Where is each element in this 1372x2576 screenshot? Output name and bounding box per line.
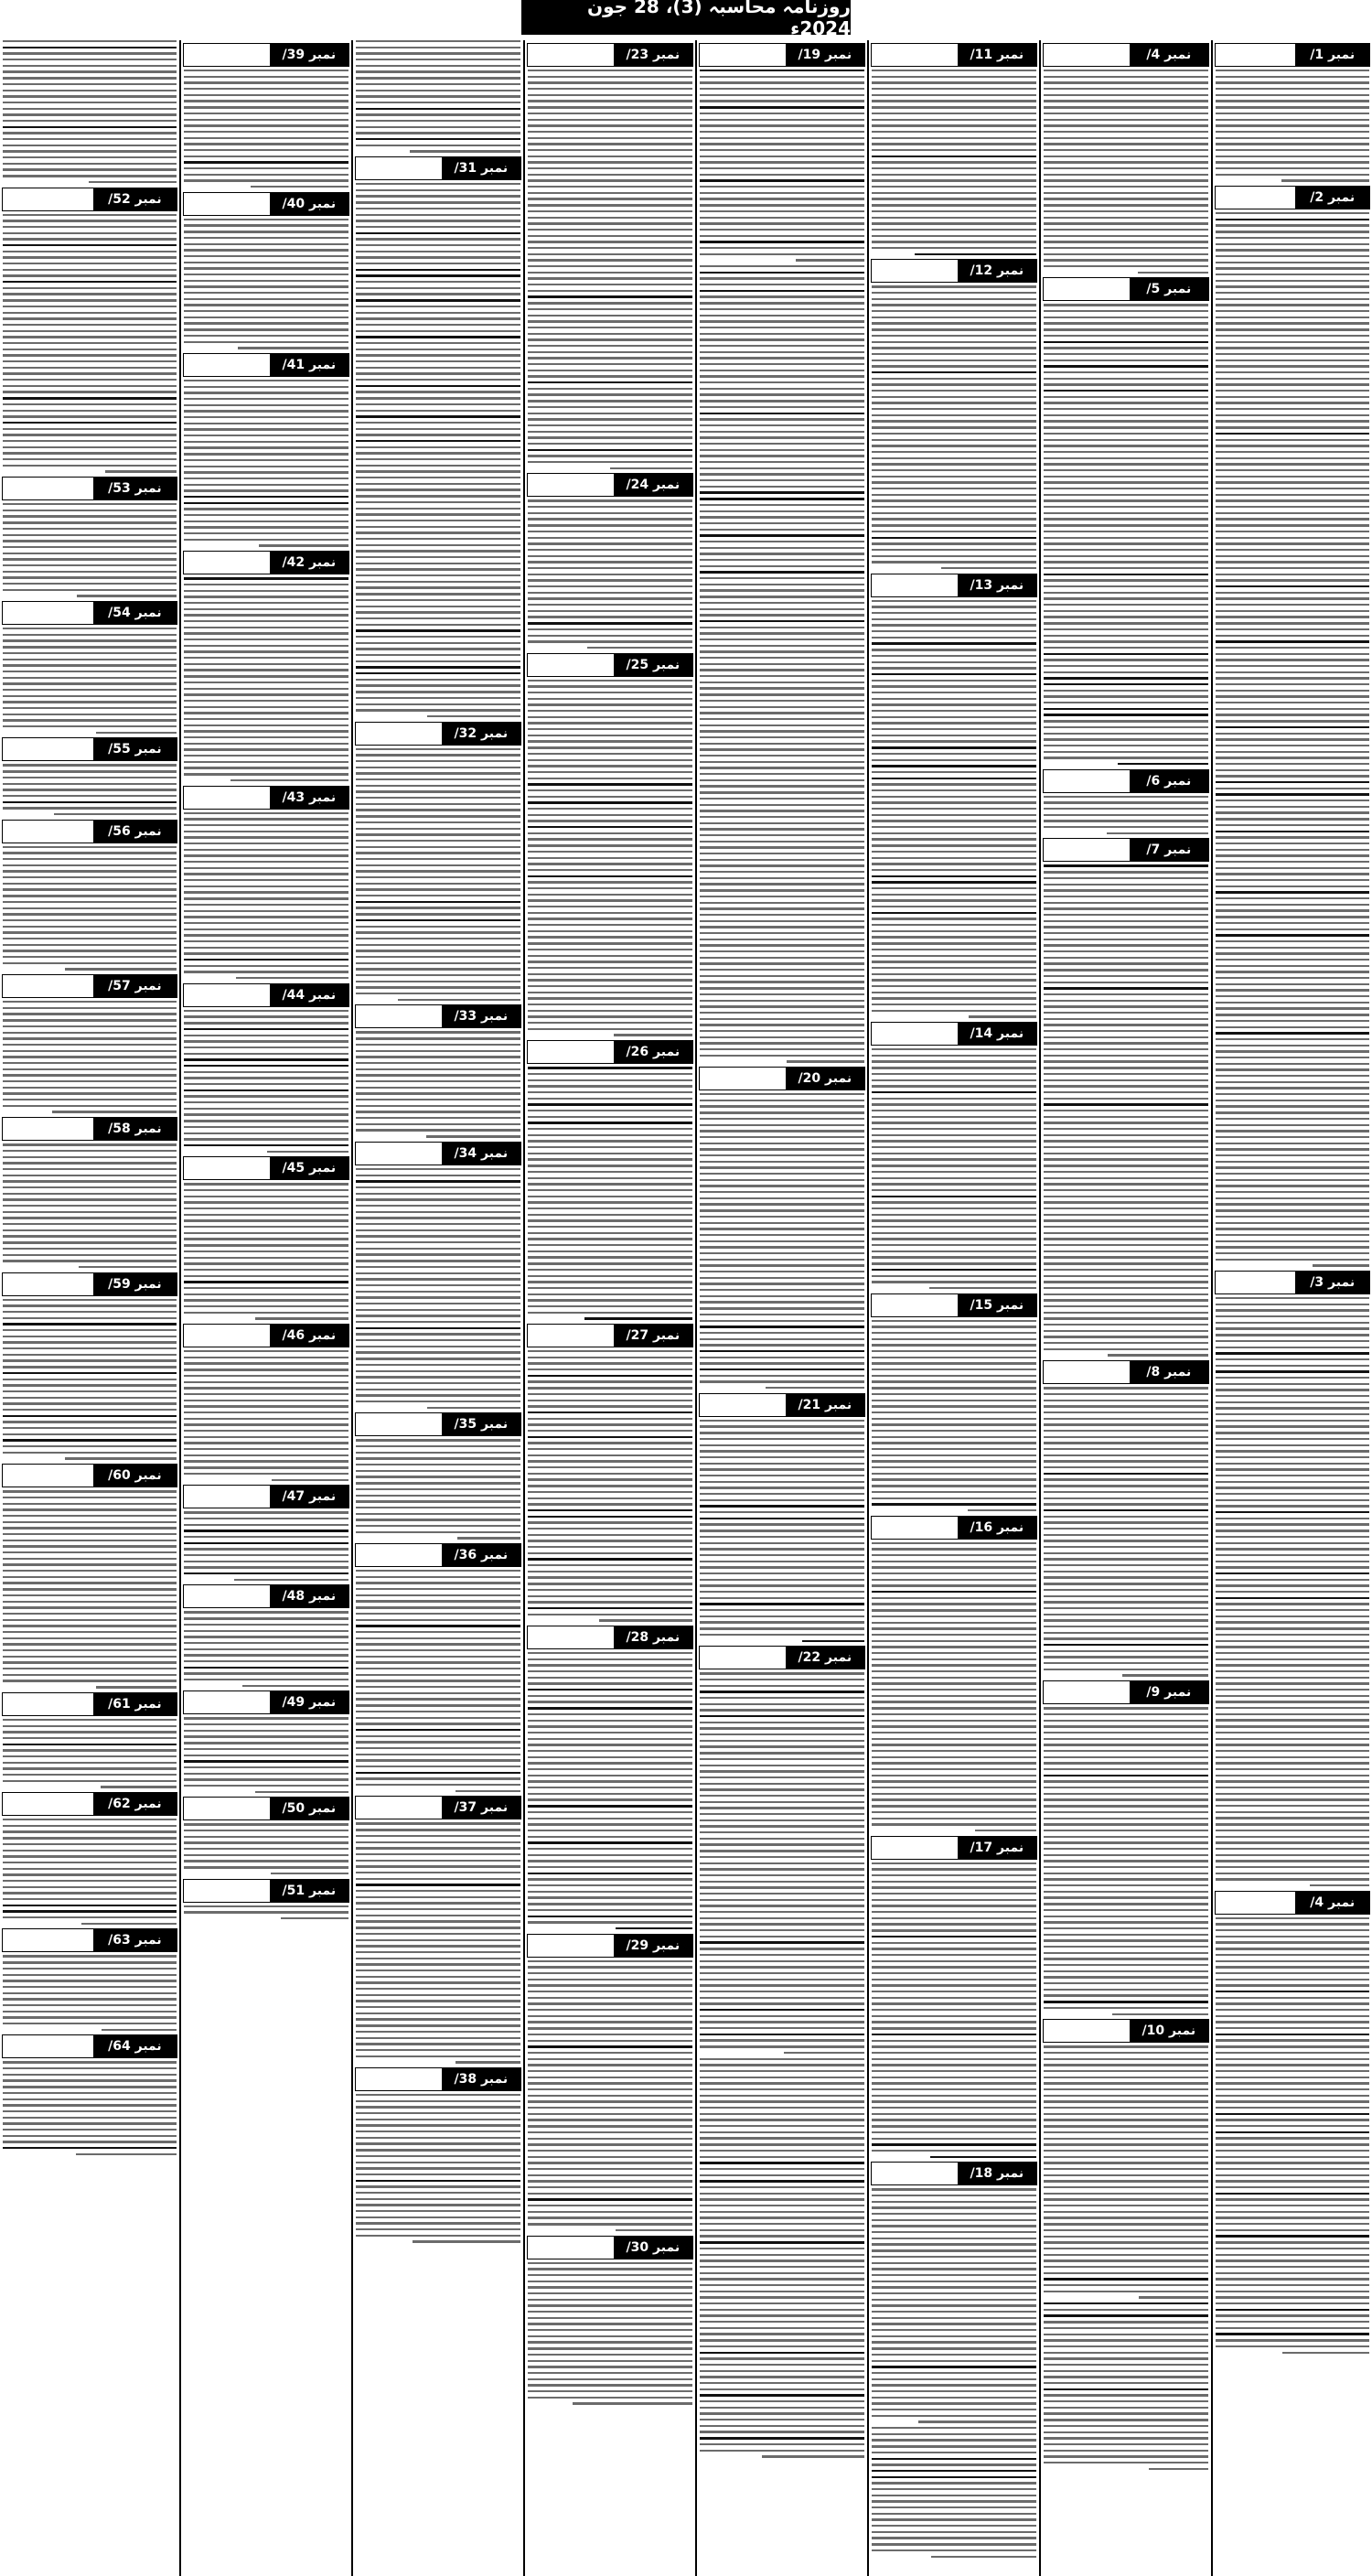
notice-heading	[527, 1934, 693, 1958]
notice-heading	[527, 1324, 693, 1347]
notice-number-label: نمبر 4/	[1130, 44, 1208, 66]
notice-body-text	[3, 1001, 177, 1113]
notice-number-label: نمبر 43/	[270, 787, 348, 809]
notice-body-text	[700, 70, 864, 262]
notice-number-label: نمبر 58/	[93, 1118, 177, 1140]
notice-body-text	[184, 812, 348, 980]
notice-number-label: نمبر 55/	[93, 738, 177, 760]
notice-number-label: نمبر 33/	[442, 1005, 520, 1027]
notice-body-text	[3, 214, 177, 473]
notice-body-text	[1044, 304, 1208, 765]
notice-body-text	[1044, 864, 1208, 1356]
notice-body-text	[184, 577, 348, 781]
notice-number-label: نمبر 3/	[1295, 1272, 1369, 1293]
notice-heading	[2, 737, 177, 761]
notice-number-label: نمبر 6/	[1130, 770, 1208, 792]
notice-body-text	[1044, 2302, 1208, 2470]
notice-heading	[183, 1485, 349, 1508]
notice-heading	[183, 786, 349, 810]
notice-body-text	[528, 2262, 692, 2405]
notice-heading	[355, 1543, 521, 1567]
notice-body-text	[1044, 2045, 1208, 2299]
notice-number-label: نمبر 14/	[958, 1023, 1036, 1045]
notice-number-label: نمبر 25/	[614, 654, 692, 676]
notice-body-text	[1044, 70, 1208, 274]
notice-heading	[183, 1324, 349, 1347]
notice-heading	[871, 574, 1037, 597]
notice-number-label: نمبر 29/	[614, 1935, 692, 1957]
notice-body-text	[3, 846, 177, 971]
notice-number-label: نمبر 16/	[958, 1517, 1036, 1539]
column-7	[181, 40, 351, 2576]
notice-number-label: نمبر 17/	[958, 1837, 1036, 1859]
notice-body-text	[1044, 796, 1208, 835]
notice-heading	[527, 1040, 693, 1064]
notice-number-label: نمبر 5/	[1130, 278, 1208, 300]
column-2	[1041, 40, 1211, 2576]
notice-number-label: نمبر 52/	[93, 188, 177, 210]
notice-body-text	[3, 1143, 177, 1268]
notice-body-text	[700, 1093, 864, 1389]
notice-heading	[1043, 769, 1209, 793]
notice-body-text	[356, 1570, 520, 1792]
notice-body-text	[184, 1717, 348, 1793]
notice-heading	[2, 1272, 177, 1296]
notice-body-text	[3, 1819, 177, 1925]
notice-number-label: نمبر 51/	[270, 1880, 348, 1902]
notice-number-label: نمبر 2/	[1295, 187, 1369, 209]
masthead-title: روزنامہ محاسبہ (3)، 28 جون 2024ء	[521, 0, 851, 35]
notice-number-label: نمبر 26/	[614, 1041, 692, 1063]
notice-heading	[355, 1004, 521, 1028]
notice-heading	[527, 43, 693, 67]
notice-body-text	[872, 1542, 1036, 1832]
notice-heading	[183, 43, 349, 67]
notice-number-label: نمبر 27/	[614, 1325, 692, 1347]
notice-heading	[1215, 1891, 1370, 1915]
notice-body-text	[1216, 70, 1369, 182]
notice-number-label: نمبر 10/	[1130, 2020, 1208, 2042]
notice-heading	[2, 1117, 177, 1141]
column-rule	[351, 40, 353, 2576]
notice-number-label: نمبر 44/	[270, 984, 348, 1006]
notice-number-label: نمبر 34/	[442, 1143, 520, 1165]
notice-heading	[1043, 2019, 1209, 2043]
notice-heading	[1043, 1360, 1209, 1384]
notice-body-text	[184, 70, 348, 188]
notice-number-label: نمبر 12/	[958, 260, 1036, 282]
notice-heading	[355, 1796, 521, 1819]
notice-number-label: نمبر 50/	[270, 1798, 348, 1819]
notice-body-text	[184, 1823, 348, 1874]
notice-number-label: نمبر 30/	[614, 2237, 692, 2259]
notice-heading	[355, 156, 521, 180]
notice-heading	[183, 551, 349, 574]
notice-heading	[355, 1412, 521, 1436]
notice-body-text	[1216, 1297, 1369, 1886]
notice-body-text	[528, 499, 692, 649]
column-5	[525, 40, 695, 2576]
notice-body-text	[184, 1010, 348, 1153]
notice-number-label: نمبر 28/	[614, 1626, 692, 1648]
notice-heading	[527, 1626, 693, 1649]
column-rule	[695, 40, 697, 2576]
notice-heading	[1215, 186, 1370, 209]
notice-number-label: نمبر 24/	[614, 474, 692, 496]
notice-heading	[2, 1692, 177, 1716]
notice-heading	[1215, 1271, 1370, 1294]
notice-number-label: نمبر 4/	[1295, 1892, 1369, 1914]
notice-number-label: نمبر 46/	[270, 1325, 348, 1347]
notice-body-text	[700, 2058, 864, 2458]
notice-number-label: نمبر 53/	[93, 478, 177, 499]
notice-heading	[2, 188, 177, 211]
column-1	[1213, 40, 1372, 2576]
notice-heading	[699, 43, 865, 67]
notice-body-text	[872, 1862, 1036, 2158]
notice-heading	[2, 1792, 177, 1816]
notice-number-label: نمبر 7/	[1130, 839, 1208, 861]
notice-body-text	[356, 40, 520, 153]
notice-heading	[183, 1879, 349, 1903]
notice-heading	[2, 820, 177, 843]
notice-heading	[1043, 43, 1209, 67]
notice-heading	[699, 1393, 865, 1417]
notice-heading	[871, 2162, 1037, 2185]
notice-body-text	[3, 40, 177, 183]
notice-body-text	[356, 1168, 520, 1409]
notice-body-text	[356, 2094, 520, 2243]
notice-number-label: نمبر 32/	[442, 723, 520, 745]
notice-body-text	[184, 380, 348, 547]
notice-body-text	[528, 1067, 692, 1320]
notice-body-text	[3, 764, 177, 815]
notice-heading	[871, 1516, 1037, 1540]
notice-heading	[183, 192, 349, 216]
notice-number-label: نمبر 54/	[93, 602, 177, 624]
notice-body-text	[700, 1420, 864, 1642]
notice-number-label: نمبر 40/	[270, 193, 348, 215]
notice-body-text	[356, 183, 520, 717]
notice-heading	[2, 601, 177, 625]
notice-heading	[355, 1142, 521, 1165]
notice-body-text	[872, 2427, 1036, 2558]
column-4	[697, 40, 867, 2576]
notice-heading	[699, 1067, 865, 1090]
notice-number-label: نمبر 64/	[93, 2035, 177, 2057]
notice-body-text	[1044, 1707, 1208, 2015]
notice-number-label: نمبر 47/	[270, 1486, 348, 1508]
notice-heading	[355, 2067, 521, 2091]
notice-body-text	[528, 1652, 692, 1929]
notice-number-label: نمبر 45/	[270, 1157, 348, 1179]
notice-heading	[2, 974, 177, 998]
notice-body-text	[872, 285, 1036, 569]
notice-number-label: نمبر 35/	[442, 1413, 520, 1435]
notice-body-text	[700, 1672, 864, 2054]
notice-body-text	[356, 1822, 520, 2063]
notice-number-label: نمبر 59/	[93, 1273, 177, 1295]
notice-heading	[527, 473, 693, 497]
column-3	[869, 40, 1039, 2576]
notice-heading	[871, 1836, 1037, 1860]
notice-heading	[527, 2236, 693, 2259]
notice-number-label: نمبر 13/	[958, 574, 1036, 596]
notice-number-label: نمبر 56/	[93, 821, 177, 843]
notice-body-text	[3, 1299, 177, 1460]
notice-body-text	[3, 1719, 177, 1788]
notice-body-text	[3, 503, 177, 597]
notice-number-label: نمبر 18/	[958, 2163, 1036, 2184]
notice-body-text	[528, 70, 692, 469]
notice-heading	[2, 1464, 177, 1487]
notice-body-text	[356, 1439, 520, 1539]
notice-body-text	[184, 1611, 348, 1687]
notice-heading	[871, 1022, 1037, 1046]
notice-number-label: نمبر 8/	[1130, 1361, 1208, 1383]
column-rule	[179, 40, 181, 2576]
notice-number-label: نمبر 38/	[442, 2068, 520, 2090]
notice-heading	[355, 722, 521, 746]
notice-number-label: نمبر 31/	[442, 157, 520, 179]
notice-body-text	[184, 1511, 348, 1581]
column-6	[353, 40, 523, 2576]
notice-number-label: نمبر 22/	[786, 1647, 864, 1669]
notice-body-text	[356, 748, 520, 1002]
notice-number-label: نمبر 62/	[93, 1793, 177, 1815]
notice-heading	[871, 43, 1037, 67]
notice-number-label: نمبر 21/	[786, 1394, 864, 1416]
notice-body-text	[528, 1350, 692, 1622]
notice-number-label: نمبر 60/	[93, 1465, 177, 1487]
notice-heading	[183, 353, 349, 377]
notice-body-text	[700, 265, 864, 1063]
notice-heading	[183, 1584, 349, 1608]
notice-body-text	[3, 1955, 177, 2031]
notice-heading	[1043, 277, 1209, 301]
notice-body-text	[872, 600, 1036, 1018]
notice-heading	[183, 1690, 349, 1714]
notice-body-text	[3, 2061, 177, 2155]
notice-number-label: نمبر 41/	[270, 354, 348, 376]
notice-body-text	[356, 1031, 520, 1137]
notice-number-label: نمبر 57/	[93, 975, 177, 997]
notice-number-label: نمبر 36/	[442, 1544, 520, 1566]
notice-heading	[2, 1928, 177, 1952]
column-rule	[523, 40, 525, 2576]
notice-number-label: نمبر 49/	[270, 1691, 348, 1713]
notice-heading	[1215, 43, 1370, 67]
notice-heading	[1043, 1680, 1209, 1704]
column-rule	[867, 40, 869, 2576]
notice-number-label: نمبر 61/	[93, 1693, 177, 1715]
notice-heading	[2, 2034, 177, 2058]
notice-number-label: نمبر 9/	[1130, 1681, 1208, 1703]
notice-body-text	[872, 1048, 1036, 1289]
notice-number-label: نمبر 20/	[786, 1068, 864, 1089]
notice-heading	[871, 259, 1037, 283]
notice-number-label: نمبر 39/	[270, 44, 348, 66]
notice-number-label: نمبر 37/	[442, 1797, 520, 1819]
notice-body-text	[184, 1905, 348, 1920]
column-rule	[1039, 40, 1041, 2576]
notice-body-text	[184, 1183, 348, 1320]
notice-body-text	[872, 70, 1036, 255]
notice-body-text	[528, 680, 692, 1036]
notice-body-text	[184, 219, 348, 349]
notice-heading	[871, 1293, 1037, 1317]
notice-number-label: نمبر 19/	[786, 44, 864, 66]
notice-heading	[183, 1797, 349, 1820]
column-rule	[1211, 40, 1213, 2576]
notice-heading	[527, 653, 693, 677]
notice-body-text	[1216, 1917, 1369, 2354]
column-8	[0, 40, 179, 2576]
notice-body-text	[872, 1320, 1036, 1512]
newspaper-page	[0, 40, 1372, 2576]
notice-number-label: نمبر 11/	[958, 44, 1036, 66]
notice-body-text	[872, 2188, 1036, 2423]
notice-body-text	[1044, 1387, 1208, 1677]
notice-body-text	[528, 1960, 692, 2232]
notice-body-text	[3, 1490, 177, 1688]
notice-heading	[699, 1646, 865, 1669]
notice-number-label: نمبر 1/	[1295, 44, 1369, 66]
notice-heading	[1043, 838, 1209, 862]
notice-heading	[2, 477, 177, 500]
notice-body-text	[1216, 212, 1369, 1267]
notice-number-label: نمبر 42/	[270, 552, 348, 574]
notice-body-text	[184, 1350, 348, 1481]
notice-number-label: نمبر 15/	[958, 1294, 1036, 1316]
notice-heading	[183, 983, 349, 1007]
notice-number-label: نمبر 23/	[614, 44, 692, 66]
notice-number-label: نمبر 48/	[270, 1585, 348, 1607]
notice-number-label: نمبر 63/	[93, 1929, 177, 1951]
notice-heading	[183, 1156, 349, 1180]
notice-body-text	[3, 628, 177, 734]
